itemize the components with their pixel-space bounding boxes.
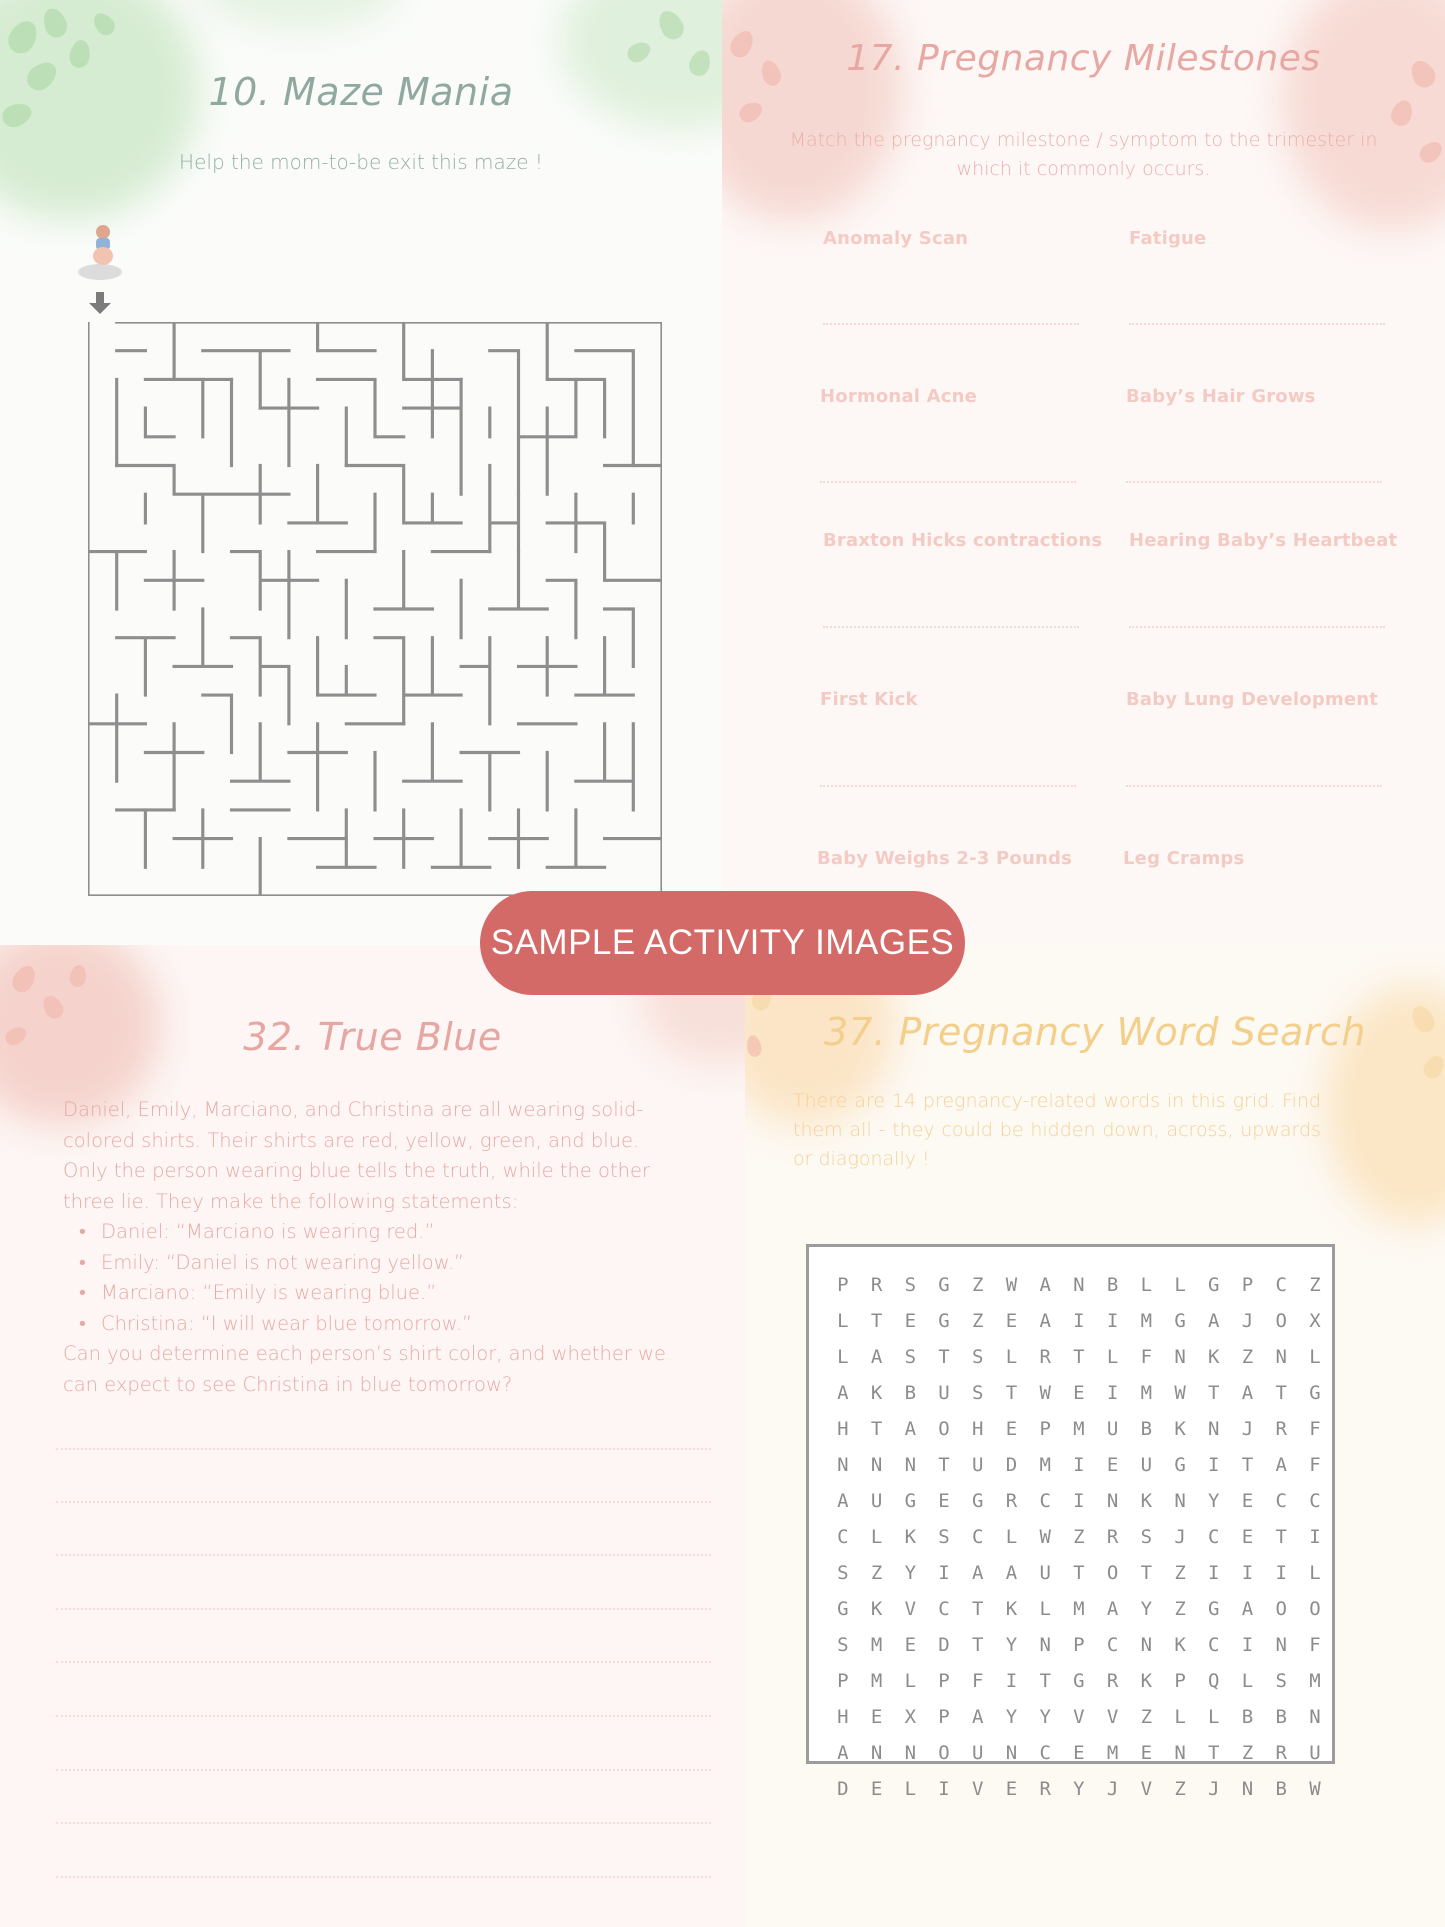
maze-instruction: Help the mom-to-be exit this maze !: [179, 150, 543, 174]
true-blue-activity-panel: [0, 945, 745, 1927]
grid-letter[interactable]: M: [1073, 1598, 1085, 1620]
grid-letter[interactable]: N: [904, 1454, 917, 1476]
grid-letter[interactable]: Y: [1039, 1706, 1051, 1728]
grid-letter[interactable]: N: [1140, 1634, 1153, 1656]
grid-letter[interactable]: R: [1106, 1526, 1119, 1548]
grid-letter[interactable]: T: [1241, 1454, 1254, 1476]
grid-letter[interactable]: R: [870, 1274, 883, 1296]
grid-letter[interactable]: A: [1039, 1274, 1051, 1296]
grid-letter[interactable]: T: [870, 1310, 883, 1332]
maze-activity-panel: [0, 0, 722, 945]
grid-letter[interactable]: T: [1208, 1742, 1220, 1764]
grid-letter[interactable]: N: [1309, 1706, 1321, 1728]
grid-letter[interactable]: P: [938, 1706, 950, 1728]
grid-letter[interactable]: Z: [1140, 1706, 1153, 1728]
grid-letter[interactable]: Q: [1208, 1670, 1220, 1692]
grid-letter[interactable]: T: [938, 1454, 950, 1476]
grid-letter[interactable]: A: [1005, 1562, 1018, 1584]
grid-letter[interactable]: Z: [870, 1562, 883, 1584]
grid-letter[interactable]: I: [1309, 1526, 1321, 1548]
grid-letter[interactable]: A: [837, 1742, 849, 1764]
grid-letter[interactable]: Z: [972, 1274, 984, 1296]
grid-letter[interactable]: L: [837, 1310, 849, 1332]
mom-to-be-icon: [76, 222, 132, 280]
grid-row: [826, 1627, 1332, 1663]
grid-letter[interactable]: K: [870, 1382, 883, 1404]
grid-letter[interactable]: I: [1241, 1634, 1254, 1656]
grid-letter[interactable]: I: [1275, 1562, 1287, 1584]
grid-letter[interactable]: E: [1005, 1418, 1018, 1440]
sample-activity-banner: SAMPLE ACTIVITY IMAGES: [480, 891, 965, 995]
word-search-activity-panel: [745, 945, 1445, 1927]
grid-letter[interactable]: N: [870, 1742, 883, 1764]
grid-letter[interactable]: C: [1039, 1742, 1051, 1764]
grid-letter[interactable]: Z: [1241, 1742, 1254, 1764]
grid-letter[interactable]: J: [1174, 1526, 1186, 1548]
grid-letter[interactable]: K: [904, 1526, 917, 1548]
grid-letter[interactable]: N: [1005, 1742, 1018, 1764]
grid-letter[interactable]: F: [1309, 1634, 1321, 1656]
grid-letter[interactable]: G: [938, 1310, 950, 1332]
grid-letter[interactable]: G: [837, 1598, 849, 1620]
grid-letter[interactable]: M: [1140, 1382, 1153, 1404]
grid-letter[interactable]: B: [1106, 1274, 1119, 1296]
grid-letter[interactable]: P: [837, 1274, 849, 1296]
grid-letter[interactable]: M: [1140, 1310, 1153, 1332]
grid-letter[interactable]: R: [1275, 1418, 1287, 1440]
grid-letter[interactable]: C: [1039, 1490, 1051, 1512]
grid-letter[interactable]: E: [870, 1706, 883, 1728]
grid-letter[interactable]: N: [1039, 1634, 1051, 1656]
grid-letter[interactable]: T: [1208, 1382, 1220, 1404]
grid-row: [826, 1411, 1332, 1447]
grid-row: [826, 1519, 1332, 1555]
milestones-title: 17. Pregnancy Milestones: [846, 38, 1321, 79]
grid-letter[interactable]: V: [1106, 1706, 1119, 1728]
grid-letter[interactable]: C: [938, 1598, 950, 1620]
grid-letter[interactable]: A: [837, 1490, 849, 1512]
grid-letter[interactable]: S: [972, 1346, 984, 1368]
grid-letter[interactable]: R: [1275, 1742, 1287, 1764]
grid-letter[interactable]: Y: [1208, 1490, 1220, 1512]
grid-letter[interactable]: L: [870, 1526, 883, 1548]
grid-letter[interactable]: N: [1174, 1490, 1186, 1512]
grid-letter[interactable]: W: [1005, 1274, 1018, 1296]
grid-letter[interactable]: E: [1140, 1742, 1153, 1764]
grid-letter[interactable]: C: [1208, 1634, 1220, 1656]
grid-letter[interactable]: T: [1073, 1562, 1085, 1584]
grid-letter[interactable]: S: [837, 1634, 849, 1656]
grid-letter[interactable]: G: [904, 1490, 917, 1512]
grid-letter[interactable]: S: [972, 1382, 984, 1404]
grid-letter[interactable]: I: [1208, 1562, 1220, 1584]
puzzle-question: Can you determine each person’s shirt color, and whether we can expect to see Christina in blue tomorrow?: [63, 1342, 666, 1396]
grid-letter[interactable]: O: [938, 1742, 950, 1764]
milestone-item: [1129, 228, 1389, 249]
grid-letter[interactable]: W: [1039, 1382, 1051, 1404]
grid-letter[interactable]: O: [1275, 1310, 1287, 1332]
grid-letter[interactable]: T: [1140, 1562, 1153, 1584]
grid-letter[interactable]: D: [938, 1634, 950, 1656]
grid-row: [826, 1663, 1332, 1699]
grid-letter[interactable]: C: [1275, 1490, 1287, 1512]
grid-letter[interactable]: T: [1275, 1382, 1287, 1404]
grid-letter[interactable]: O: [938, 1418, 950, 1440]
grid-letter[interactable]: E: [1241, 1490, 1254, 1512]
grid-letter[interactable]: B: [1140, 1418, 1153, 1440]
grid-letter[interactable]: M: [1106, 1742, 1119, 1764]
grid-letter[interactable]: F: [1140, 1346, 1153, 1368]
grid-letter[interactable]: V: [1073, 1706, 1085, 1728]
grid-letter[interactable]: U: [1140, 1454, 1153, 1476]
grid-letter[interactable]: I: [1073, 1490, 1085, 1512]
grid-letter[interactable]: E: [904, 1634, 917, 1656]
grid-letter[interactable]: E: [904, 1310, 917, 1332]
grid-letter[interactable]: S: [938, 1526, 950, 1548]
grid-letter[interactable]: S: [1140, 1526, 1153, 1548]
grid-letter[interactable]: Z: [1174, 1778, 1186, 1800]
grid-letter[interactable]: X: [1309, 1310, 1321, 1332]
grid-letter[interactable]: N: [1275, 1634, 1287, 1656]
grid-letter[interactable]: B: [904, 1382, 917, 1404]
milestone-label: Fatigue: [1129, 228, 1207, 249]
grid-letter[interactable]: L: [1005, 1526, 1018, 1548]
statement-item: • Daniel: “Marciano is wearing red.”: [79, 1217, 683, 1248]
grid-row: [826, 1735, 1332, 1771]
grid-letter[interactable]: A: [972, 1562, 984, 1584]
grid-letter[interactable]: E: [1241, 1526, 1254, 1548]
milestone-item: [820, 689, 1080, 710]
grid-letter[interactable]: P: [938, 1670, 950, 1692]
milestone-label: Hormonal Acne: [820, 386, 978, 407]
grid-letter[interactable]: I: [1073, 1454, 1085, 1476]
grid-letter[interactable]: V: [972, 1778, 984, 1800]
puzzle-intro: Daniel, Emily, Marciano, and Christina are all wearing solid-colored shirts. Their shirts are red, yellow, green, and blue. Only the person wearing blue tells the truth, while the other three lie. They make the following statements:: [63, 1098, 650, 1213]
milestone-item: [823, 530, 1103, 551]
grid-letter[interactable]: E: [1005, 1778, 1018, 1800]
grid-letter[interactable]: B: [1275, 1778, 1287, 1800]
grid-letter[interactable]: K: [1208, 1346, 1220, 1368]
grid-letter[interactable]: N: [1073, 1274, 1085, 1296]
grid-letter[interactable]: E: [870, 1778, 883, 1800]
grid-letter[interactable]: I: [938, 1778, 950, 1800]
grid-letter[interactable]: L: [1005, 1346, 1018, 1368]
grid-letter[interactable]: L: [1309, 1346, 1321, 1368]
grid-letter[interactable]: M: [1309, 1670, 1321, 1692]
grid-letter[interactable]: L: [1140, 1274, 1153, 1296]
grid-letter[interactable]: R: [1106, 1670, 1119, 1692]
answer-line[interactable]: [56, 1448, 711, 1450]
statements-list: [63, 1217, 683, 1339]
grid-letter[interactable]: U: [938, 1382, 950, 1404]
grid-letter[interactable]: I: [1106, 1310, 1119, 1332]
grid-letter[interactable]: E: [1005, 1310, 1018, 1332]
grid-letter[interactable]: I: [1005, 1670, 1018, 1692]
word-search-title: 37. Pregnancy Word Search: [824, 1010, 1366, 1054]
answer-line[interactable]: [56, 1715, 711, 1717]
grid-letter[interactable]: Z: [1174, 1598, 1186, 1620]
grid-letter[interactable]: V: [1140, 1778, 1153, 1800]
grid-letter[interactable]: L: [1039, 1598, 1051, 1620]
milestone-label: Baby’s Hair Grows: [1126, 386, 1316, 407]
grid-letter[interactable]: I: [1106, 1382, 1119, 1404]
grid-letter[interactable]: L: [1309, 1562, 1321, 1584]
grid-letter[interactable]: J: [1241, 1418, 1254, 1440]
grid-letter[interactable]: P: [1039, 1418, 1051, 1440]
grid-letter[interactable]: M: [870, 1670, 883, 1692]
milestone-item: [1123, 848, 1383, 869]
grid-letter[interactable]: A: [837, 1382, 849, 1404]
grid-letter[interactable]: A: [1275, 1454, 1287, 1476]
grid-letter[interactable]: I: [1073, 1310, 1085, 1332]
grid-letter[interactable]: G: [1309, 1382, 1321, 1404]
grid-letter[interactable]: U: [972, 1454, 984, 1476]
grid-letter[interactable]: U: [870, 1490, 883, 1512]
grid-letter[interactable]: U: [1309, 1742, 1321, 1764]
grid-letter[interactable]: N: [904, 1742, 917, 1764]
grid-letter[interactable]: J: [1208, 1778, 1220, 1800]
answer-line[interactable]: [56, 1554, 711, 1556]
grid-letter[interactable]: C: [1309, 1490, 1321, 1512]
word-search-instruction: There are 14 pregnancy-related words in this grid. Find them all - they could be hidden down, across, upwards or diagonally !: [793, 1090, 1321, 1170]
grid-row: [826, 1771, 1332, 1807]
grid-letter[interactable]: C: [972, 1526, 984, 1548]
grid-letter[interactable]: T: [870, 1418, 883, 1440]
grid-letter[interactable]: M: [1039, 1454, 1051, 1476]
grid-letter[interactable]: A: [1241, 1382, 1254, 1404]
grid-letter[interactable]: I: [938, 1562, 950, 1584]
grid-letter[interactable]: E: [1106, 1454, 1119, 1476]
grid-letter[interactable]: T: [1275, 1526, 1287, 1548]
grid-letter[interactable]: G: [1073, 1670, 1085, 1692]
grid-letter[interactable]: H: [972, 1418, 984, 1440]
grid-letter[interactable]: L: [1241, 1670, 1254, 1692]
grid-letter[interactable]: Y: [1005, 1706, 1018, 1728]
milestone-label: Baby Lung Development: [1126, 689, 1379, 710]
grid-letter[interactable]: Z: [972, 1310, 984, 1332]
grid-letter[interactable]: L: [1174, 1706, 1186, 1728]
grid-letter[interactable]: V: [904, 1598, 917, 1620]
grid-letter[interactable]: Z: [1241, 1346, 1254, 1368]
grid-letter[interactable]: G: [1208, 1274, 1220, 1296]
grid-row: [826, 1375, 1332, 1411]
grid-letter[interactable]: B: [1241, 1706, 1254, 1728]
grid-letter[interactable]: P: [1241, 1274, 1254, 1296]
answer-line[interactable]: [56, 1661, 711, 1663]
grid-letter[interactable]: P: [837, 1670, 849, 1692]
grid-letter[interactable]: G: [1174, 1310, 1186, 1332]
milestone-item: [1126, 689, 1386, 710]
grid-letter[interactable]: Y: [1140, 1598, 1153, 1620]
answer-line[interactable]: [56, 1501, 711, 1503]
grid-letter[interactable]: A: [1208, 1310, 1220, 1332]
grid-letter[interactable]: A: [904, 1418, 917, 1440]
grid-letter[interactable]: Y: [1073, 1778, 1085, 1800]
statement-item: • Marciano: “Emily is wearing blue.”: [79, 1278, 683, 1309]
puzzle-text: [63, 1095, 683, 1400]
grid-letter[interactable]: U: [1039, 1562, 1051, 1584]
milestones-activity-panel: [722, 0, 1445, 945]
grid-letter[interactable]: L: [1174, 1274, 1186, 1296]
grid-letter[interactable]: H: [837, 1706, 849, 1728]
leaf-decoration: [1282, 0, 1445, 230]
grid-row: [826, 1339, 1332, 1375]
grid-letter[interactable]: M: [870, 1634, 883, 1656]
grid-letter[interactable]: N: [1208, 1418, 1220, 1440]
grid-letter[interactable]: T: [938, 1346, 950, 1368]
grid-letter[interactable]: T: [972, 1634, 984, 1656]
grid-letter[interactable]: T: [1005, 1382, 1018, 1404]
grid-letter[interactable]: U: [972, 1742, 984, 1764]
milestone-label: Baby Weighs 2-3 Pounds: [817, 848, 1072, 869]
word-search-grid[interactable]: [806, 1244, 1335, 1800]
grid-letter[interactable]: G: [938, 1274, 950, 1296]
grid-letter[interactable]: L: [904, 1778, 917, 1800]
grid-letter[interactable]: R: [1039, 1778, 1051, 1800]
grid-letter[interactable]: F: [972, 1670, 984, 1692]
grid-letter[interactable]: A: [1039, 1310, 1051, 1332]
maze-grid[interactable]: [88, 322, 662, 896]
grid-row: [826, 1555, 1332, 1591]
grid-letter[interactable]: W: [1039, 1526, 1051, 1548]
grid-letter[interactable]: N: [1106, 1490, 1119, 1512]
grid-letter[interactable]: X: [904, 1706, 917, 1728]
grid-letter[interactable]: N: [1241, 1778, 1254, 1800]
grid-letter[interactable]: A: [1106, 1598, 1119, 1620]
answer-line[interactable]: [56, 1769, 711, 1771]
grid-letter[interactable]: S: [1275, 1670, 1287, 1692]
grid-letter[interactable]: T: [1073, 1346, 1085, 1368]
grid-letter[interactable]: S: [904, 1346, 917, 1368]
grid-letter[interactable]: K: [1174, 1418, 1186, 1440]
grid-letter[interactable]: T: [1039, 1670, 1051, 1692]
grid-letter[interactable]: C: [837, 1526, 849, 1548]
grid-letter[interactable]: L: [904, 1670, 917, 1692]
grid-letter[interactable]: T: [972, 1598, 984, 1620]
grid-letter[interactable]: U: [1106, 1418, 1119, 1440]
grid-letter[interactable]: O: [1309, 1598, 1321, 1620]
answer-line[interactable]: [56, 1608, 711, 1610]
grid-letter[interactable]: G: [972, 1490, 984, 1512]
grid-letter[interactable]: L: [837, 1346, 849, 1368]
grid-letter[interactable]: C: [1106, 1634, 1119, 1656]
grid-letter[interactable]: K: [1005, 1598, 1018, 1620]
grid-letter[interactable]: W: [1174, 1382, 1186, 1404]
grid-letter[interactable]: N: [1275, 1346, 1287, 1368]
arrow-down-icon: [89, 292, 111, 314]
grid-row: [826, 1267, 1332, 1303]
grid-letter[interactable]: I: [1241, 1562, 1254, 1584]
grid-row: [826, 1699, 1332, 1735]
grid-letter[interactable]: K: [1140, 1670, 1153, 1692]
grid-letter[interactable]: N: [1174, 1346, 1186, 1368]
answer-line[interactable]: [56, 1822, 711, 1824]
milestone-item: [817, 848, 1077, 869]
grid-letter[interactable]: H: [837, 1418, 849, 1440]
grid-letter[interactable]: A: [870, 1346, 883, 1368]
grid-letter[interactable]: P: [1073, 1634, 1085, 1656]
grid-letter[interactable]: K: [1174, 1634, 1186, 1656]
grid-row: [826, 1483, 1332, 1519]
grid-letter[interactable]: C: [1275, 1274, 1287, 1296]
grid-letter[interactable]: J: [1106, 1778, 1119, 1800]
grid-letter[interactable]: D: [837, 1778, 849, 1800]
leaf-decoration: [200, 0, 400, 30]
grid-letter[interactable]: P: [1174, 1670, 1186, 1692]
grid-letter[interactable]: B: [1275, 1706, 1287, 1728]
milestone-item: [1129, 530, 1398, 551]
grid-letter[interactable]: N: [1174, 1742, 1186, 1764]
statement-item: • Emily: “Daniel is not wearing yellow.”: [79, 1248, 683, 1279]
grid-letter[interactable]: D: [1005, 1454, 1018, 1476]
statement-item: • Christina: “I will wear blue tomorrow.”: [79, 1309, 683, 1340]
grid-letter[interactable]: E: [938, 1490, 950, 1512]
grid-letter[interactable]: N: [870, 1454, 883, 1476]
milestone-item: [1126, 386, 1386, 407]
grid-row: [826, 1591, 1332, 1627]
grid-letter[interactable]: O: [1106, 1562, 1119, 1584]
grid-letter[interactable]: F: [1309, 1454, 1321, 1476]
grid-letter[interactable]: R: [1005, 1490, 1018, 1512]
grid-letter[interactable]: S: [904, 1274, 917, 1296]
grid-letter[interactable]: S: [837, 1562, 849, 1584]
grid-letter[interactable]: W: [1309, 1778, 1321, 1800]
grid-letter[interactable]: Y: [904, 1562, 917, 1584]
grid-letter[interactable]: A: [972, 1706, 984, 1728]
grid-letter[interactable]: L: [1106, 1346, 1119, 1368]
grid-letter[interactable]: E: [1073, 1382, 1085, 1404]
grid-letter[interactable]: Z: [1174, 1562, 1186, 1584]
milestone-label: First Kick: [820, 689, 918, 710]
grid-letter[interactable]: F: [1309, 1418, 1321, 1440]
letter-table[interactable]: [826, 1267, 1332, 1807]
grid-letter[interactable]: N: [837, 1454, 849, 1476]
grid-letter[interactable]: L: [1208, 1706, 1220, 1728]
grid-letter[interactable]: O: [1275, 1598, 1287, 1620]
grid-letter[interactable]: Y: [1005, 1634, 1018, 1656]
grid-row: [826, 1303, 1332, 1339]
grid-letter[interactable]: K: [870, 1598, 883, 1620]
milestone-label: Anomaly Scan: [823, 228, 969, 249]
milestone-label: Braxton Hicks contractions: [823, 530, 1103, 551]
maze-title: 10. Maze Mania: [208, 70, 514, 114]
grid-letter[interactable]: I: [1208, 1454, 1220, 1476]
milestone-item: [820, 386, 1080, 407]
grid-letter[interactable]: M: [1073, 1418, 1085, 1440]
grid-letter[interactable]: K: [1140, 1490, 1153, 1512]
grid-letter[interactable]: J: [1241, 1310, 1254, 1332]
grid-letter[interactable]: G: [1174, 1454, 1186, 1476]
grid-letter[interactable]: A: [1241, 1598, 1254, 1620]
grid-letter[interactable]: C: [1208, 1526, 1220, 1548]
grid-letter[interactable]: E: [1073, 1742, 1085, 1764]
milestones-instruction: Match the pregnancy milestone / symptom to the trimester in which it commonly occurs.: [789, 129, 1378, 180]
grid-letter[interactable]: Z: [1309, 1274, 1321, 1296]
milestone-label: Hearing Baby’s Heartbeat: [1129, 530, 1398, 551]
grid-letter[interactable]: G: [1208, 1598, 1220, 1620]
milestone-item: [823, 228, 1083, 249]
grid-letter[interactable]: R: [1039, 1346, 1051, 1368]
grid-letter[interactable]: Z: [1073, 1526, 1085, 1548]
milestone-label: Leg Cramps: [1123, 848, 1245, 869]
grid-row: [826, 1447, 1332, 1483]
true-blue-title: 32. True Blue: [243, 1015, 502, 1059]
answer-line[interactable]: [56, 1876, 711, 1878]
